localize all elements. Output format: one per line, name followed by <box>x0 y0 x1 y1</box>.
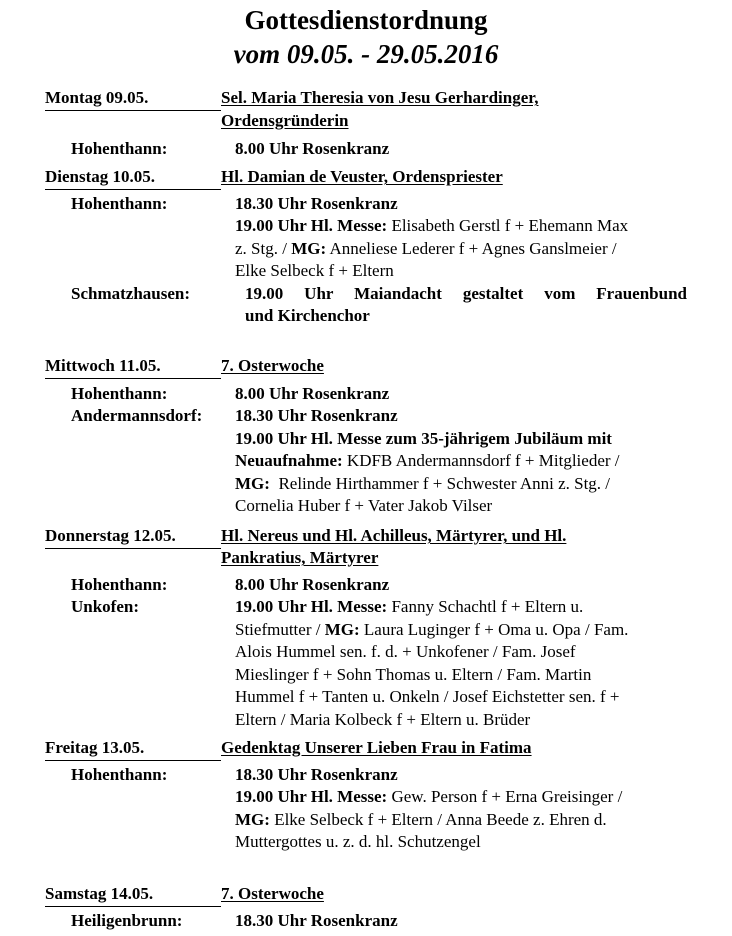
event-line: 19.00 Uhr Hl. Messe zum 35-jährigem Jubiläum mit <box>235 429 612 448</box>
event-line: Muttergottes u. z. d. hl. Schutzengel <box>235 832 481 851</box>
event-line: Neuaufnahme: KDFB Andermannsdorf f + Mitglieder / <box>235 451 620 470</box>
event-line: MG: Relinde Hirthammer f + Schwester Anni z. Stg. / <box>235 474 611 493</box>
location-heiligenbrunn: Heiligenbrunn: <box>71 911 183 930</box>
event-line: 18.30 Uhr Rosenkranz <box>235 406 398 425</box>
location-hohenthann: Hohenthann: <box>71 575 168 594</box>
feast-monday-line1: Sel. Maria Theresia von Jesu Gerhardinger, <box>221 88 539 107</box>
day-label-saturday: Samstag 14.05. <box>45 883 221 907</box>
day-label-thursday: Donnerstag 12.05. <box>45 525 221 549</box>
date-range-subtitle: vom 09.05. - 29.05.2016 <box>233 39 499 69</box>
event-line: Mieslinger f + Sohn Thomas u. Eltern / Fam. Martin <box>235 665 592 684</box>
event-line: 19.00 Uhr Maiandacht gestaltet vom Frauenbund <box>245 284 687 303</box>
event-line: 8.00 Uhr Rosenkranz <box>235 139 390 158</box>
event-line: Stiefmutter / MG: Laura Luginger f + Oma u. Opa / Fam. <box>235 620 629 639</box>
feast-tuesday: Hl. Damian de Veuster, Ordenspriester <box>221 167 503 186</box>
event-line: MG: Elke Selbeck f + Eltern / Anna Beede z. Ehren d. <box>235 810 607 829</box>
event-line: Hummel f + Tanten u. Onkeln / Josef Eichstetter sen. f + <box>235 687 620 706</box>
event-line: 19.00 Uhr Hl. Messe: Fanny Schachtl f + Eltern u. <box>235 597 584 616</box>
day-label-monday: Montag 09.05. <box>45 87 221 111</box>
event-line: Cornelia Huber f + Vater Jakob Vilser <box>235 496 493 515</box>
event-line: Elke Selbeck f + Eltern <box>235 261 394 280</box>
location-hohenthann: Hohenthann: <box>71 139 168 158</box>
feast-monday-line2: Ordensgründerin <box>221 111 349 130</box>
event-line: 19.00 Uhr Hl. Messe: Gew. Person f + Erna Greisinger / <box>235 787 623 806</box>
location-schmatzhausen: Schmatzhausen: <box>71 284 191 303</box>
event-line: 8.00 Uhr Rosenkranz <box>235 384 390 403</box>
day-label-wednesday: Mittwoch 11.05. <box>45 355 221 379</box>
location-hohenthann: Hohenthann: <box>71 765 168 784</box>
event-line: Alois Hummel sen. f. d. + Unkofener / Fam. Josef <box>235 642 576 661</box>
location-andermannsdorf: Andermannsdorf: <box>71 406 203 425</box>
feast-saturday: 7. Osterwoche <box>221 884 324 903</box>
location-unkofen: Unkofen: <box>71 597 140 616</box>
feast-thursday-line1: Hl. Nereus und Hl. Achilleus, Märtyrer, und Hl. <box>221 526 567 545</box>
event-line: 18.30 Uhr Rosenkranz <box>235 194 398 213</box>
location-hohenthann: Hohenthann: <box>71 384 168 403</box>
day-label-friday: Freitag 13.05. <box>45 737 221 761</box>
event-line: und Kirchenchor <box>245 306 370 325</box>
event-line: Eltern / Maria Kolbeck f + Eltern u. Brüder <box>235 710 531 729</box>
location-hohenthann: Hohenthann: <box>71 194 168 213</box>
feast-friday: Gedenktag Unserer Lieben Frau in Fatima <box>221 738 532 757</box>
event-line: 18.30 Uhr Rosenkranz <box>235 911 398 930</box>
feast-thursday-line2: Pankratius, Märtyrer <box>221 548 379 567</box>
event-line: z. Stg. / MG: Anneliese Lederer f + Agnes Ganslmeier / <box>235 239 617 258</box>
document-title: Gottesdienstordnung <box>244 5 488 35</box>
event-line: 18.30 Uhr Rosenkranz <box>235 765 398 784</box>
event-line: 19.00 Uhr Hl. Messe: Elisabeth Gerstl f + Ehemann Max <box>235 216 629 235</box>
feast-wednesday: 7. Osterwoche <box>221 356 324 375</box>
event-line: 8.00 Uhr Rosenkranz <box>235 575 390 594</box>
day-label-tuesday: Dienstag 10.05. <box>45 166 221 190</box>
